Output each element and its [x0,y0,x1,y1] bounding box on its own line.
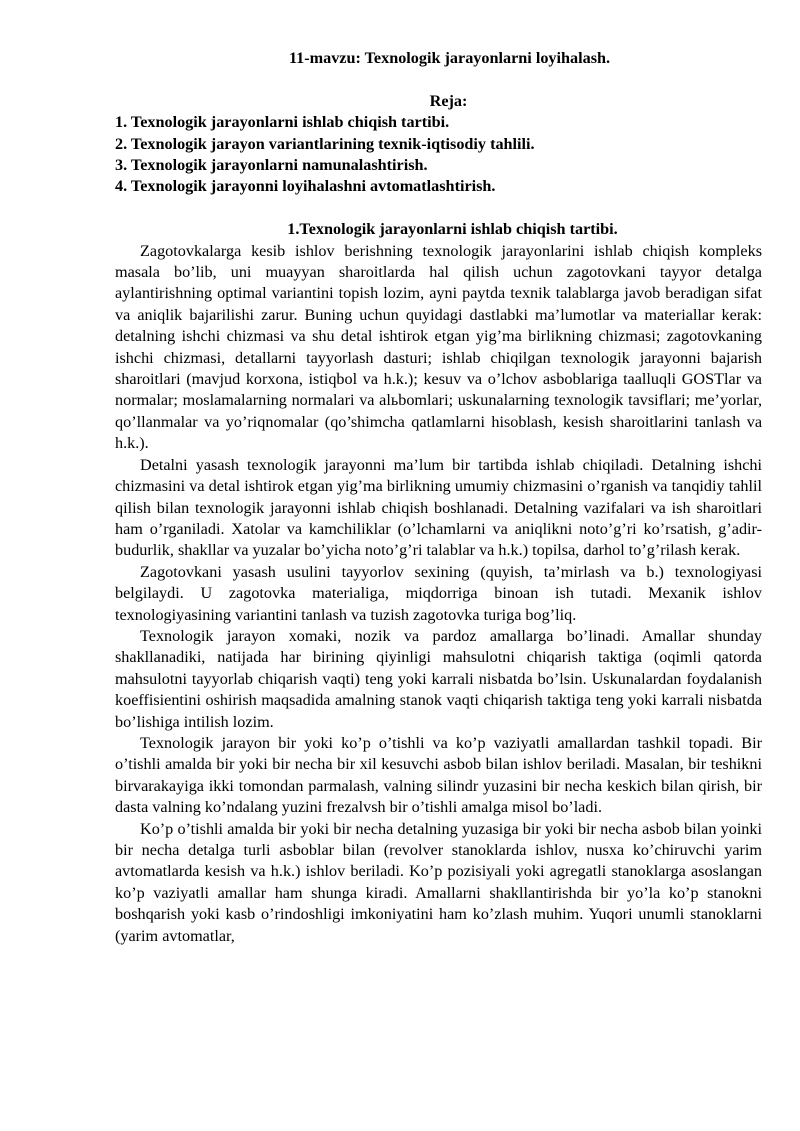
plan-item: 4. Texnologik jarayonni loyihalashni avtomatlashtirish. [115,177,496,196]
plan-item: 2. Texnologik jarayon variantlarining texnik-iqtisodiy tahlili. [115,134,535,153]
paragraph: Texnologik jarayon xomaki, nozik va pardoz amallarga bo’linadi. Amallar shunday shakllanadiki, natijada har birining qiyinligi mahsulotni chiqarish taktiga (oqimli qatorda mahsulotni tayyorlab chiqarish vaqti) teng yoki karrali nisbatda bo’lsin. Uskunalardan foydalanish koeffisientini oshirish maqsadida amalning stanok vaqti chiqarish taktiga teng yoki karrali nisbatda bo’lishiga intilish lozim. [115,626,762,731]
document-page [115,48,762,947]
paragraph: Texnologik jarayon bir yoki ko’p o’tishli va ko’p vaziyatli amallardan tashkil topadi. Bir o’tishli amalda bir yoki bir necha bir xil kesuvchi asbob bilan ishlov beriladi. Masalan, bir teshikni birvarakayiga ikki tomondan parmalash, valning silindr yuzasini bir necha keskich bilan qirish, bir dasta valning ko’ndalang yuzini frezalvsh bir o’tishli amalga misol bo’ladi. [115,733,762,817]
paragraph: Zagotovkani yasash usulini tayyorlov sexining (quyish, ta’mirlash va b.) texnologiyasi belgilaydi. U zagotovka materialiga, miqdorriga binoan ish tutadi. Mexanik ishlov texnologiyasining variantini tanlash va tuzish zagotovka turiga bog’liq. [115,562,762,624]
plan-heading: Reja: [429,91,468,110]
section-heading: 1.Texnologik jarayonlarni ishlab chiqish tartibi. [287,220,618,239]
paragraph: Zagotovkalarga kesib ishlov berishning texnologik jarayonlarini ishlab chiqish kompleks masala bo’lib, uni muayyan sharoitlarda hal qilish uchun zagotovkani tayyor detalga aylantirishning optimal variantini topish lozim, ayni paytda texnik talablarga javob beradigan sifat va aniqlik bajarilishi zarur. Buning uchun quyidagi dastlabki ma’lumotlar va materiallar kerak: detalning ishchi chizmasi va shu detal ishtirok etgan yig’ma birlikning chizmasi; zagotovkaning ishchi chizmasi, detallarni tayyorlash dasturi; ishlab chiqilgan texnologik jarayonni bajarish sharoitlari (mavjud korxona, istiqbol va h.k.); kesuv va o’lchov asboblariga taalluqli GOSTlar va normalar; moslamalarning normalari va alьbomlari; uskunalarning texnologik tavsiflari; me’yorlar, qo’llanmalar va yo’riqnomalar (qo’shimcha qatlamlarni hisoblash, kesish sharoitlarini tanlash va h.k.). [115,241,762,453]
document-title: 11-mavzu: Texnologik jarayonlarni loyihalash. [288,49,611,67]
plan-item: 1. Texnologik jarayonlarni ishlab chiqish tartibi. [115,113,450,132]
plan-item: 3. Texnologik jarayonlarni namunalashtirish. [115,156,428,175]
paragraph: Ko’p o’tishli amalda bir yoki bir necha detalning yuzasiga bir yoki bir necha asbob bilan yoinki bir necha detalga turli asboblar bilan (revolver stanoklarda ishlov, nusxa ko’chiruvchi yarim avtomatlarda kesish va h.k.) ishlov beriladi. Ko’p pozisiyali yoki agregatli stanoklarga asoslangan ko’p vaziyatli amallar ham shunga kiradi. Amallarni shakllantirishda bir yo’la ko’p stanokni boshqarish yoki kasb o’rindoshligi imkoniyatini ham ko’zlash muhim. Yuqori unumli stanoklarni (yarim avtomatlar, [115,819,762,945]
spacer [115,69,762,90]
plan-list [115,112,762,198]
paragraph: Detalni yasash texnologik jarayonni ma’lum bir tartibda ishlab chiqiladi. Detalning ishchi chizmasini va detal ishtirok etgan yig’ma birlikning umumiy chizmasini o’rganish va tanqidiy tahlil qilish bilan texnologik jarayonni ishlab chiqish boshlanadi. Detalning vazifalari va ish sharoitlari ham o’rganiladi. Xatolar va kamchiliklar (o’lchamlarni va aniqlikni noto’g’ri ko’rsatish, g’adir-budurlik, shakllar va yuzalar bo’yicha noto’g’ri talablar va h.k.) topilsa, darhol to’g’rilash kerak. [115,455,762,560]
spacer [115,198,762,219]
